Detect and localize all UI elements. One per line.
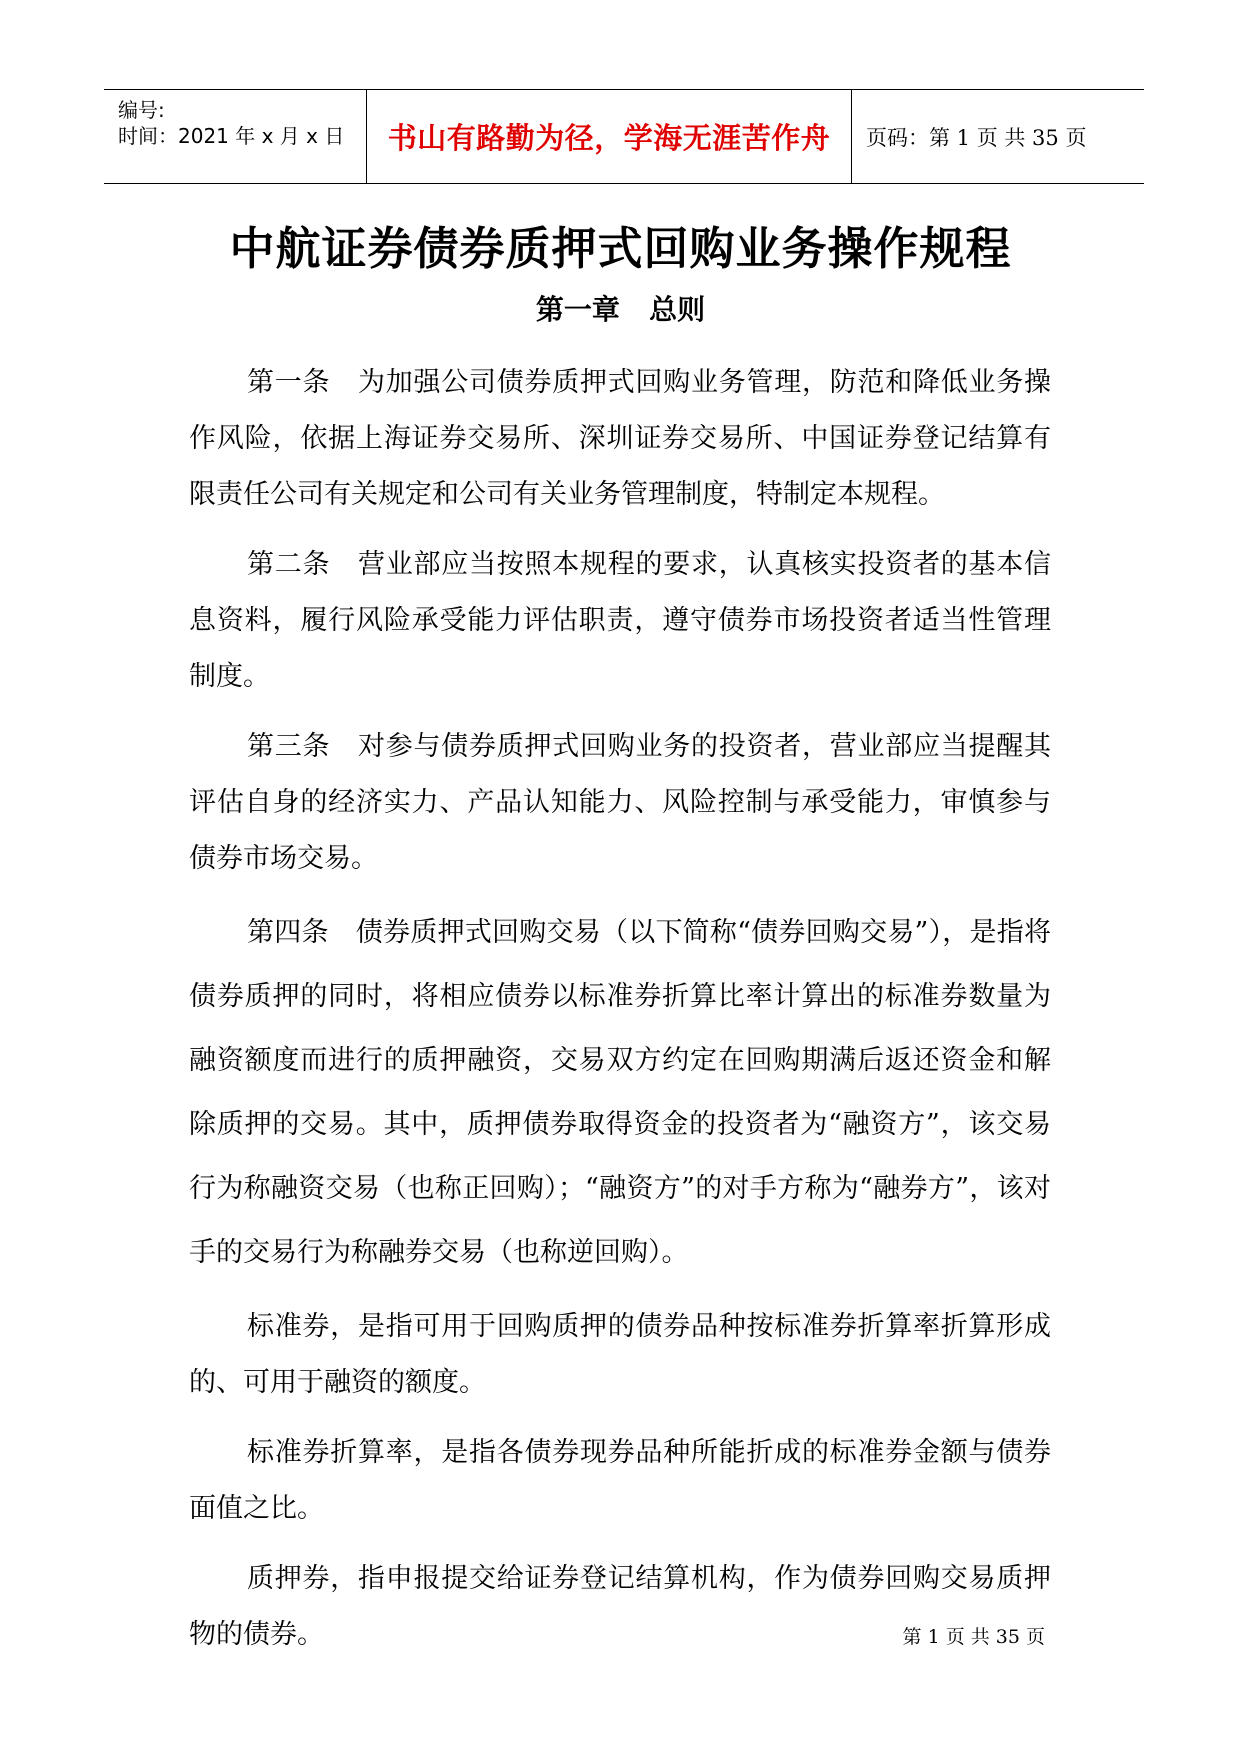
header-page-code: 页码：第 1 页 共 35 页 bbox=[866, 125, 1087, 150]
paragraph-definition-conversion-rate: 标准券折算率，是指各债券现券品种所能折成的标准券金额与债券面值之比。 bbox=[189, 1437, 1051, 1524]
paragraph-article-3: 第三条 对参与债券质押式回购业务的投资者，营业部应当提醒其评估自身的经济实力、产品认知能力、风险控制与承受能力，审慎参与债券市场交易。 bbox=[189, 731, 1051, 874]
document-body bbox=[189, 355, 1051, 1663]
chapter-heading: 第一章 总则 bbox=[535, 293, 706, 326]
header-motto-cell bbox=[367, 90, 852, 183]
paragraph-definition-pledged-bond: 质押券，指申报提交给证券登记结算机构，作为债券回购交易质押物的债券。 bbox=[189, 1563, 1051, 1650]
paragraph-article-1: 第一条 为加强公司债券质押式回购业务管理，防范和降低业务操作风险，依据上海证券交易所、深圳证券交易所、中国证券登记结算有限责任公司有关规定和公司有关业务管理制度，特制定本规程。 bbox=[189, 367, 1051, 510]
header-meta bbox=[104, 90, 367, 183]
document-title: 中航证券债券质押式回购业务操作规程 bbox=[229, 222, 1012, 275]
header-motto: 书山有路勤为径，学海无涯苦作舟 bbox=[387, 121, 831, 155]
document-number-label: 编号: bbox=[118, 98, 165, 122]
paragraph-article-4: 第四条 债券质押式回购交易（以下简称“债券回购交易”），是指将债券质押的同时，将相应债券以标准券折算比率计算出的标准券数量为融资额度而进行的质押融资，交易双方约定在回购期满后返还资金和解除质押的交易。其中，质押债券取得资金的投资者为“融资方”，该交易行为称融资交易（也称正回购）；“融资方”的对手方称为“融券方”，该对手的交易行为称融券交易（也称逆回购）。 bbox=[189, 917, 1051, 1268]
paragraph-definition-standard-bond: 标准券，是指可用于回购质押的债券品种按标准券折算率折算形成的、可用于融资的额度。 bbox=[189, 1311, 1051, 1398]
document-time-label: 时间：2021 年 x 月 x 日 bbox=[118, 124, 345, 148]
page-header bbox=[104, 89, 1144, 184]
paragraph-article-2: 第二条 营业部应当按照本规程的要求，认真核实投资者的基本信息资料，履行风险承受能力评估职责，遵守债券市场投资者适当性管理制度。 bbox=[189, 549, 1051, 692]
page-footer: 第 1 页 共 35 页 bbox=[902, 1626, 1045, 1648]
